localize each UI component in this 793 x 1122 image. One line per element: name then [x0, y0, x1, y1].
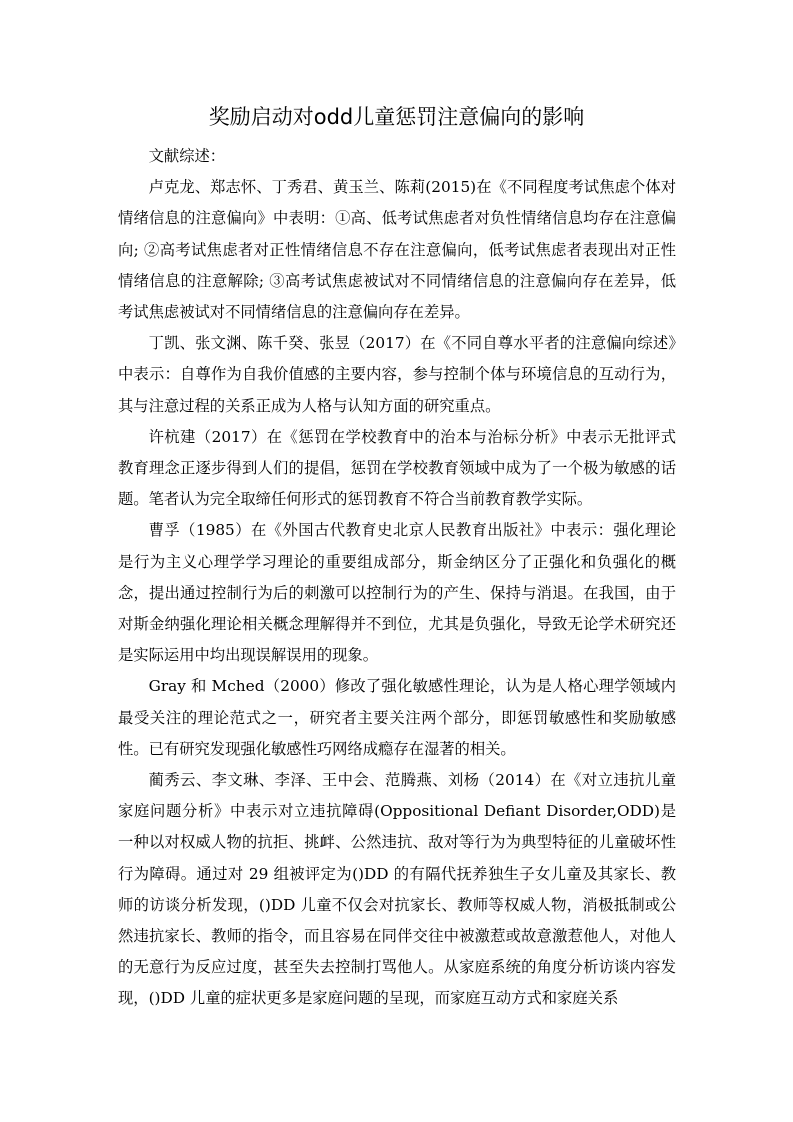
paragraph-2: 丁凯、张文渊、陈千癸、张昱（2017）在《不同自尊水平者的注意偏向综述》中表示：自尊作为自我价值感的主要内容，参与控制个体与环境信息的互动行为，其与注意过程的关系正成为人格与认知方面的研究重点。 — [118, 334, 676, 415]
document-title: 奖励启动对odd儿童惩罚注意偏向的影响 — [208, 105, 585, 129]
paragraph-5: Gray 和 Mched（2000）修改了强化敏感性理论，认为是人格心理学领域内最受关注的理论范式之一，研究者主要关注两个部分，即惩罚敏感性和奖励敏感性。已有研究发现强化敏感性巧网络成瘾存在湿著的相关。 — [118, 677, 676, 758]
paragraph-3: 许杭建（2017）在《惩罚在学校教育中的治本与治标分析》中表示无批评式教育理念正逐步得到人们的提倡，惩罚在学校教育领域中成为了一个极为敏感的话题。笔者认为完全取缔任何形式的惩罚教育不符合当前教育教学实际。 — [118, 427, 676, 509]
document-body — [118, 141, 676, 1015]
paragraph-6: 蔺秀云、李文琳、李泽、王中会、范腾燕、刘杨（2014）在《对立违抗儿童家庭问题分析》中表示对立违抗障碍(Oppositional Defiant Disorder,ODD)是一种以对权威人物的抗拒、挑衅、公然违抗、敌对等行为为典型特征的儿童破坏性行为障碍。通过对 29 组被评定为()DD 的有隔代抚养独生子女儿童及其家长、教师的访谈分析发现，()DD 儿童不仅会对抗家长、教师等权威人物，消极抵制或公然违抗家长、教师的指令，而且容易在同伴交往中被激惹或故意激惹他人，对他人的无意行为反应过度，甚至失去控制打骂他人。从家庭系统的角度分析访谈内容发现，()DD 儿童的症状更多是家庭问题的呈现，而家庭互动方式和家庭关系 — [118, 771, 676, 1008]
paragraph-1: 卢克龙、郑志怀、丁秀君、黄玉兰、陈莉(2015)在《不同程度考试焦虑个体对情绪信息的注意偏向》中表明：①高、低考试焦虑者对负性情绪信息均存在注意偏向; ②高考试焦虑者对正性情绪信息不存在注意偏向，低考试焦虑者表现出对正性情绪信息的注意解除; ③高考试焦虑被试对不同情绪信息的注意偏向存在差异，低考试焦虑被试对不同情绪信息的注意偏向存在差异。 — [118, 178, 676, 322]
section-heading: 文献综述： — [148, 147, 226, 165]
paragraph-4: 曹孚（1985）在《外国古代教育史北京人民教育出版社》中表示：强化理论是行为主义心理学学习理论的重要组成部分，斯金纳区分了正强化和负强化的概念，提出通过控制行为后的刺激可以控制行为的产生、保持与消退。在我国，由于对斯金纳强化理论相关概念理解得并不到位，尤其是负强化，导致无论学术研究还是实际运用中均出现误解误用的现象。 — [118, 521, 676, 665]
